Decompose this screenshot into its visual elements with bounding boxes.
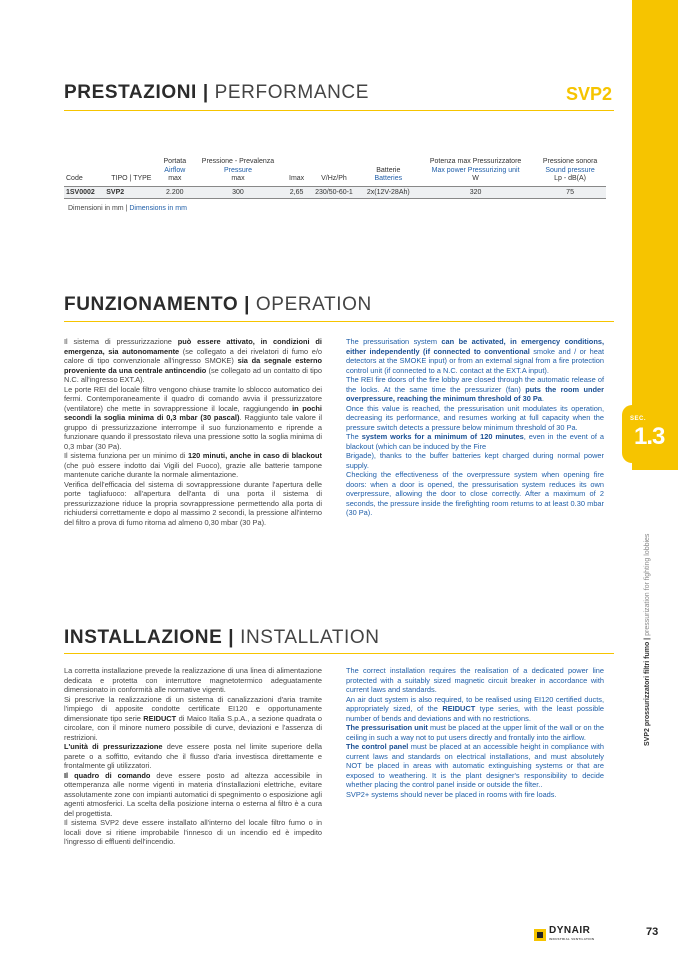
- table-header-cell: [191, 158, 285, 186]
- table-header-cell: [159, 158, 192, 186]
- installation-rule: [64, 653, 614, 654]
- side-yellow-strip: [632, 0, 678, 470]
- header-label-it: Batterie: [376, 166, 401, 174]
- performance-heading: [64, 82, 369, 104]
- table-cell: 2x(12V-28Ah): [360, 186, 417, 198]
- operation-text-en: [346, 337, 604, 518]
- table-header-cell: [104, 158, 158, 186]
- page-number: 73: [646, 926, 659, 938]
- body-text: SVP2+ systems should never be placed in rooms with fire loads.: [346, 789, 557, 799]
- header-unit: W: [472, 175, 479, 182]
- brand-subtitle: INDUSTRIAL VENTILATION: [549, 937, 595, 941]
- table-row: [64, 186, 606, 198]
- table-cell: 230/50-60-1: [308, 186, 359, 198]
- body-text: deve essere posto ad altezza accessibile in ottemperanza alle norme vigenti in materia d'installazioni elettriche, evitare assolutamente zone con impianti automatici di spegnimento o esposizione agli agenti atmosferici. La scelta della posizione interna o esterna al filtro è a cura del progettista.: [64, 770, 322, 818]
- operation-text-it: [64, 337, 322, 527]
- header-label-it: Code: [66, 175, 83, 182]
- body-text: .: [541, 394, 544, 403]
- section-number: 1.3: [634, 423, 665, 450]
- body-text: An air duct system is also required, to be realised using EI120 certified ducts, appropriately sized, of the: [346, 694, 604, 713]
- header-label-en: Batteries: [374, 175, 403, 182]
- heading-separator: |: [244, 294, 251, 315]
- body-text: . Raggiunto tale valore il gruppo di pressurizzazione interrompe il suo funzionamento e riprende a funzionare quando il pressostato rileva una pressione sotto la soglia minima di 0,3 mbar (30 Pa).: [64, 413, 322, 451]
- dynair-logo: [534, 926, 594, 944]
- body-text: Once this value is reached, the pressurisation unit modulates its operation, decreasing its performance, and resumes working at full capacity when the pressure switch detects a pressure below minimum threshold of 30 Pa.: [346, 403, 604, 432]
- table-cell: 300: [191, 186, 285, 198]
- body-text: The REI fire doors of the fire lobby are closed through the automatic release of the locks. At the same time the pressurizer (fan): [346, 375, 604, 394]
- table-body: [64, 186, 606, 198]
- heading-separator: |: [228, 627, 235, 648]
- operation-rule: [64, 321, 614, 322]
- dynair-logo-text: [549, 926, 594, 944]
- vertical-caption-light: pressurization for fighting lobbies: [644, 533, 651, 638]
- body-text: Checking the effectiveness of the overpressure system when opening fire doors: when a door is opened, the pressurisation system reduces its own overpressure, allowing the door to close correctly. After a maximum of 2 seconds, the pressure inside the firefighting room returns to at least 0.30 mbar (30 Pa).: [346, 470, 604, 517]
- table-cell: 1SV0002: [64, 186, 104, 198]
- body-text: The: [346, 432, 362, 441]
- vertical-caption-bold: SVP2 prossurizzatori filtri fumo |: [644, 637, 651, 746]
- heading-separator: |: [202, 82, 209, 103]
- header-unit: max: [168, 175, 182, 182]
- table-cell: 320: [417, 186, 534, 198]
- header-label-en: Max power Pressurizing unit: [431, 166, 520, 174]
- table-header-cell: [534, 158, 606, 186]
- dynair-logo-icon: [534, 929, 546, 941]
- header-label-it: TIPO | TYPE: [111, 175, 152, 182]
- body-text: Si prescrive la realizzazione di un sistema di canalizzazioni d'aria tramite l'impiego di apposite condotte certificate EI120 e opportunamente dimensionate tipo serie: [64, 694, 322, 723]
- body-text: (che può essere indotto dai Vigili del Fuoco), grazie alle batterie tampone mantenute cariche durante la normale alimentazione.: [64, 460, 322, 479]
- body-text: Il sistema di pressurizzazione: [64, 337, 178, 346]
- installation-title-it: INSTALLAZIONE: [64, 627, 223, 648]
- header-label-it: Portata: [163, 158, 187, 165]
- bold-text: Il quadro di comando: [64, 770, 151, 780]
- bold-text: REIDUCT: [143, 713, 177, 723]
- body-text: , even in the event of a blackout (which can be induced by the Fire: [346, 432, 604, 451]
- header-label-it: V/Hz/Ph: [321, 175, 347, 182]
- table-header-cell: [360, 158, 417, 186]
- body-text: Il sistema funziona per un minimo di: [64, 451, 188, 460]
- dimensions-note-en: Dimensions in mm: [129, 205, 187, 212]
- body-text: La corretta installazione prevede la realizzazione di una linea di alimentazione dedicata e protetta con interruttore magnetotermico adeguatamente dimensionato in conformità alle normative vigenti.: [64, 666, 322, 694]
- bold-text: 120 minuti, anche in caso di blackout: [187, 451, 322, 460]
- performance-title-it: PRESTAZIONI: [64, 82, 197, 103]
- header-unit: Lp - dB(A): [554, 175, 587, 182]
- bold-text: The pressurisation unit: [346, 723, 428, 732]
- header-label-it: Imax: [289, 175, 305, 182]
- table-cell: SVP2: [104, 186, 158, 198]
- vertical-caption: [644, 534, 651, 746]
- bold-text: REIDUCT: [442, 704, 476, 713]
- bold-text: system works for a minimum of 120 minutes: [361, 432, 524, 441]
- body-text: must be placed at the upper limit of the wall or on the ceiling in such a way not to put users directly and frontally into the airflow.: [346, 723, 604, 742]
- table-cell: 75: [534, 186, 606, 198]
- table-cell: 2.200: [159, 186, 192, 198]
- table-header-cell: [285, 158, 309, 186]
- installation-title-en: INSTALLATION: [240, 627, 380, 648]
- body-text: must be placed at an accessible height in compliance with current laws and standards on electrical installations, and must absolutely NOT be placed in areas with automatic extinguishing systems or that are exposed to weathering. It is the plant designer's responsibility to decide whether placing the control panel inside or outside the filter..: [346, 742, 605, 789]
- body-text: (se collegato ad un contatto di tipo N.C. all'ingresso EXT.A).: [64, 365, 322, 384]
- header-label-it: Potenza max Pressurizzatore: [429, 158, 522, 165]
- body-text: Il sistema SVP2 deve essere installato all'interno del locale filtro fumo o in locali dove si ritiene improbabile l'innesco di un incendio ed è impedito l'ingresso di effluenti dell'incendio.: [64, 818, 322, 846]
- installation-heading: [64, 627, 380, 649]
- product-title: SVP2: [566, 84, 613, 104]
- bold-text: The control panel: [346, 742, 409, 751]
- body-text: The pressurisation system: [346, 337, 442, 346]
- body-text: Brigade), thanks to the buffer batteries kept charged during normal power supply.: [346, 451, 604, 470]
- bold-text: L'unità di pressurizzazione: [64, 742, 163, 751]
- installation-text-en: [346, 666, 604, 799]
- header-label-en: Pressure: [223, 166, 252, 174]
- table-cell: 2,65: [285, 186, 309, 198]
- performance-title-en: PERFORMANCE: [214, 82, 370, 103]
- dimensions-note-it: Dimensioni in mm |: [68, 205, 128, 212]
- bold-text: in pochi secondi la soglia minima di 0,3 mbar (30 pascal): [64, 403, 322, 422]
- body-text: type series, with the least possible number of bends and deviations and with no restrictions.: [346, 704, 605, 723]
- body-text: di Maico Italia S.p.A., a sezione quadrata o circolare, con il minore numero possibile di curve, deviazioni e l'assenza di restrizioni.: [64, 713, 322, 742]
- header-unit: max: [231, 175, 245, 182]
- header-label-it: Pressione - Prevalenza: [201, 158, 275, 165]
- section-label: SEC.: [630, 416, 647, 422]
- performance-table: [64, 158, 606, 199]
- operation-title-en: OPERATION: [255, 294, 372, 315]
- table-header-row: [64, 158, 606, 186]
- bold-text: sia da segnale esterno proveniente da una centrale antincendio: [64, 356, 323, 375]
- body-text: deve essere posta nel limite superiore della parete o a soffitto, evitando che il flusso d'aria investisca direttamente e frontalmente gli utilizzatori.: [64, 742, 323, 770]
- bold-text: puts the room under overpressure, reaching the minimum threshold of 30 Pa: [346, 384, 604, 403]
- header-label-en: Airflow: [164, 166, 186, 174]
- body-text: Le porte REI del locale filtro vengono chiuse tramite lo sblocco automatico dei fermi. Contemporaneamente il quadro di comando avvia il pressurizzatore (ventilatore) che mette in sovrappressione il locale, raggiungendo: [64, 384, 322, 413]
- header-label-en: Sound pressure: [545, 166, 595, 174]
- header-label-it: Pressione sonora: [542, 158, 598, 165]
- table-header-cell: [417, 158, 534, 186]
- installation-text-it: [64, 666, 322, 847]
- dimensions-note: [68, 205, 187, 212]
- body-text: Verifica dell'efficacia del sistema di sovrappressione durante l'apertura delle porte tagliafuoco: all'apertura dell'anta di una porta il sistema di pressurizzazione riduce la propria sovrappressione permettendo alla porta di richiudersi correttamente e dopo al massimo 2 secondi, la pressione all'interno del filtro a prova di fumo ritorna ad almeno 0,30 mbar (30 Pa).: [64, 479, 322, 527]
- body-text: (se collegato a dei rivelatori di fumo e/o calore di tipo convenzionale all'ingresso SMOKE): [64, 346, 322, 365]
- operation-heading: [64, 294, 372, 316]
- bold-text: can be activated, in emergency conditions, either independently (if connected to conventional: [346, 337, 604, 356]
- performance-rule: [64, 110, 614, 111]
- table-header-cell: [308, 158, 359, 186]
- body-text: smoke and / or heat detectors at the SMOKE input) or from an external signal from a fire protection control unit (if connected to a N.C. contact at the EXT.A input).: [346, 346, 605, 375]
- bold-text: può essere attivato, in condizioni di emergenza, sia autonomamente: [64, 337, 322, 356]
- operation-title-it: FUNZIONAMENTO: [64, 294, 239, 315]
- table-header-cell: [64, 158, 104, 186]
- brand-name: DYNAIR: [549, 925, 591, 936]
- body-text: The correct installation requires the realisation of a dedicated power line protected with a suitably sized magnetic circuit breaker in accordance with current laws and standards.: [346, 666, 604, 694]
